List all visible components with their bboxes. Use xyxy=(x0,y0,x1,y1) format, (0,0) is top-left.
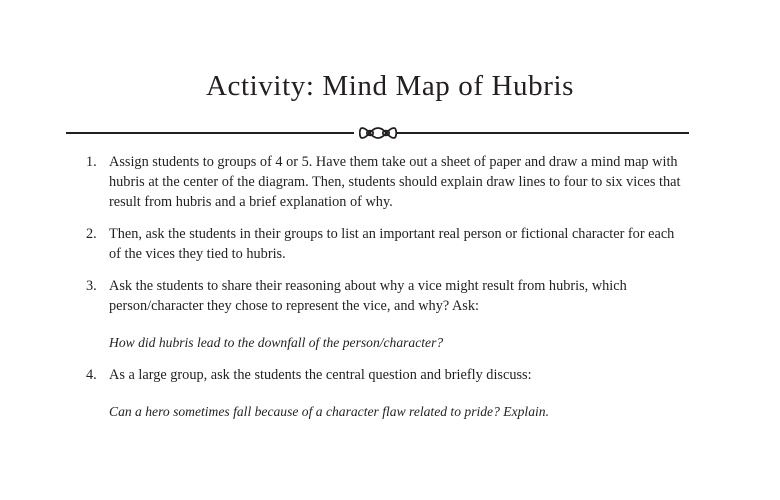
step-number: 1. xyxy=(86,154,97,170)
step-number: 2. xyxy=(86,226,97,242)
discussion-question: Can a hero sometimes fall because of a character flaw related to pride? Explain. xyxy=(109,404,549,419)
step-number: 3. xyxy=(86,278,97,294)
step-text: As a large group, ask the students the central question and briefly discuss: xyxy=(109,367,532,383)
step-2 xyxy=(86,224,686,264)
step-text: Assign students to groups of 4 or 5. Have them take out a sheet of paper and draw a mind map with hubris at the center of the diagram. Then, students should explain draw lines to four to six vices that result from hubris and a brief explanation of why. xyxy=(109,154,681,210)
title-divider xyxy=(66,124,689,142)
step-4 xyxy=(86,365,686,422)
discussion-question: How did hubris lead to the downfall of the person/character? xyxy=(109,335,444,350)
celtic-knot-icon xyxy=(359,124,397,142)
divider-rule-left xyxy=(66,132,354,134)
step-1 xyxy=(86,152,686,212)
step-number: 4. xyxy=(86,367,97,383)
step-text: Ask the students to share their reasoning about why a vice might result from hubris, which person/character they chose to represent the vice, and why? Ask: xyxy=(109,278,627,314)
page-title: Activity: Mind Map of Hubris xyxy=(206,70,574,102)
step-3 xyxy=(86,276,686,353)
divider-rule-right xyxy=(396,132,689,134)
step-text: Then, ask the students in their groups to list an important real person or fictional character for each of the vices they tied to hubris. xyxy=(109,226,675,262)
activity-steps xyxy=(86,152,686,434)
